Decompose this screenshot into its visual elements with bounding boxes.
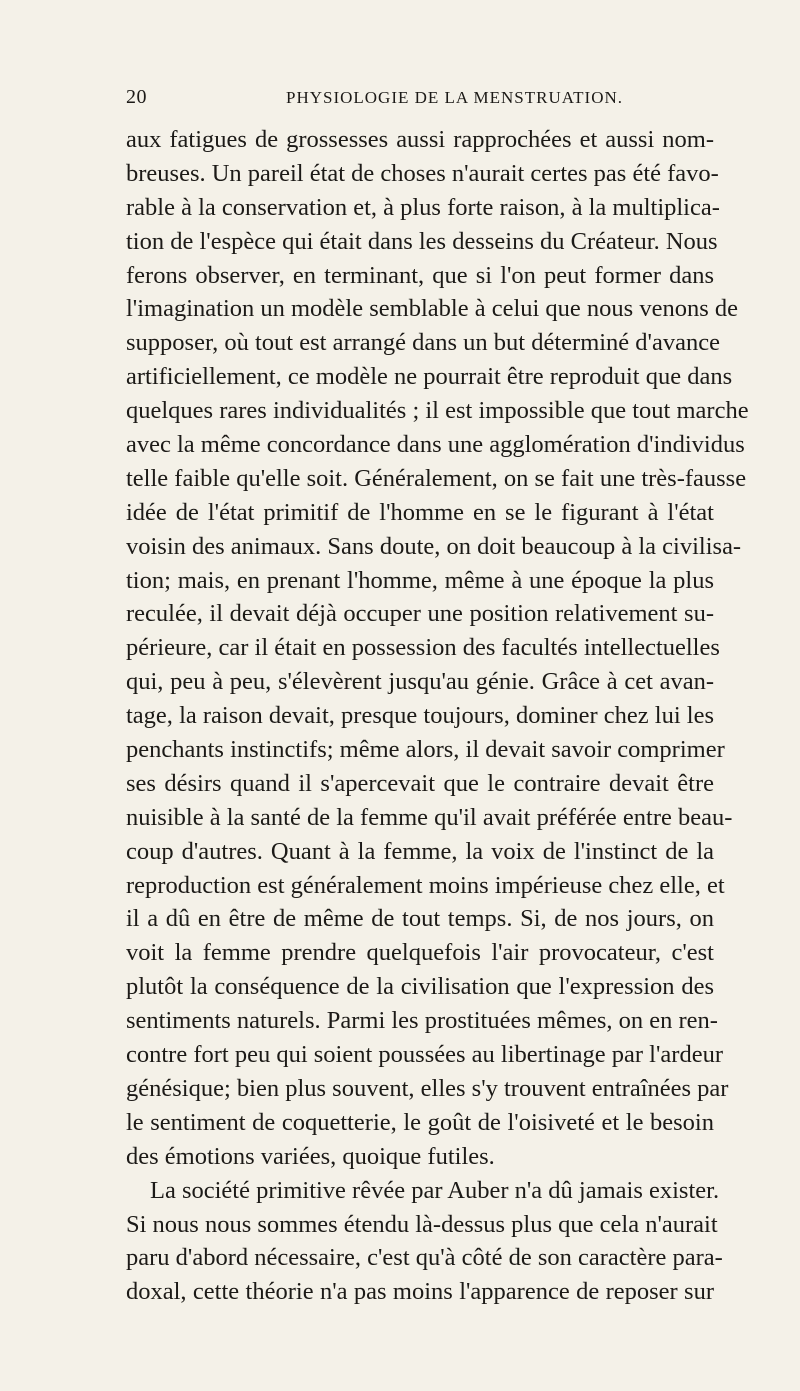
text-line: quelques rares individualités ; il est impossible que tout marche: [126, 397, 749, 425]
running-head: [126, 86, 714, 116]
text-line: sentiments naturels. Parmi les prostituées mêmes, on en ren-: [126, 1007, 718, 1035]
text-line: tage, la raison devait, presque toujours, dominer chez lui les: [126, 702, 714, 730]
text-line: paru d'abord nécessaire, c'est qu'à côté de son caractère para-: [126, 1244, 723, 1272]
text-line: avec la même concordance dans une agglomération d'individus: [126, 431, 745, 459]
text-line: voisin des animaux. Sans doute, on doit beaucoup à la civilisa-: [126, 532, 742, 560]
text-line: voit la femme prendre quelquefois l'air provocateur, c'est: [126, 939, 714, 967]
paragraph: [126, 1174, 723, 1310]
text-line: aux fatigues de grossesses aussi rapprochées et aussi nom-: [126, 126, 714, 153]
text-line: ferons observer, en terminant, que si l'on peut former dans: [126, 261, 714, 289]
text-line: le sentiment de coquetterie, le goût de l'oisiveté et le besoin: [126, 1108, 714, 1136]
paragraph: [126, 123, 749, 1174]
text-line: reculée, il devait déjà occuper une position relativement su-: [126, 600, 714, 628]
text-line: génésique; bien plus souvent, elles s'y trouvent entraînées par: [126, 1074, 729, 1102]
text-line: plutôt la conséquence de la civilisation que l'expression des: [126, 973, 714, 1001]
text-line: La société primitive rêvée par Auber n'a dû jamais exister.: [150, 1176, 720, 1204]
text-line: supposer, où tout est arrangé dans un but déterminé d'avance: [126, 329, 720, 357]
text-line: qui, peu à peu, s'élevèrent jusqu'au génie. Grâce à cet avan-: [126, 668, 714, 696]
text-line: coup d'autres. Quant à la femme, la voix de l'instinct de la: [126, 837, 714, 865]
text-line: il a dû en être de même de tout temps. Si, de nos jours, on: [126, 905, 714, 933]
text-line: telle faible qu'elle soit. Généralement, on se fait une très-fausse: [126, 464, 747, 492]
text-line: contre fort peu qui soient poussées au libertinage par l'ardeur: [126, 1041, 723, 1069]
text-line: ses désirs quand il s'apercevait que le contraire devait être: [126, 769, 714, 797]
text-line: doxal, cette théorie n'a pas moins l'apparence de reposer sur: [126, 1278, 714, 1306]
text-line: penchants instinctifs; même alors, il devait savoir comprimer: [126, 736, 725, 764]
text-line: idée de l'état primitif de l'homme en se le figurant à l'état: [126, 498, 714, 526]
text-line: des émotions variées, quoique futiles.: [126, 1142, 495, 1170]
text-line: reproduction est généralement moins impérieuse chez elle, et: [126, 871, 725, 899]
body-text: [126, 123, 749, 1309]
text-line: tion de l'espèce qui était dans les desseins du Créateur. Nous: [126, 227, 718, 255]
text-line: l'imagination un modèle semblable à celui que nous venons de: [126, 295, 738, 323]
text-line: nuisible à la santé de la femme qu'il avait préférée entre beau-: [126, 803, 733, 831]
page-number: 20: [126, 86, 147, 108]
text-line: artificiellement, ce modèle ne pourrait être reproduit que dans: [126, 363, 733, 391]
text-line: périeure, car il était en possession des facultés intellectuelles: [126, 634, 720, 662]
text-line: tion; mais, en prenant l'homme, même à une époque la plus: [126, 566, 714, 594]
text-line: Si nous nous sommes étendu là-dessus plus que cela n'aurait: [126, 1210, 718, 1238]
text-line: breuses. Un pareil état de choses n'aurait certes pas été favo-: [126, 159, 719, 187]
text-line: rable à la conservation et, à plus forte raison, à la multiplica-: [126, 193, 720, 221]
running-title: PHYSIOLOGIE DE LA MENSTRUATION.: [286, 88, 623, 107]
